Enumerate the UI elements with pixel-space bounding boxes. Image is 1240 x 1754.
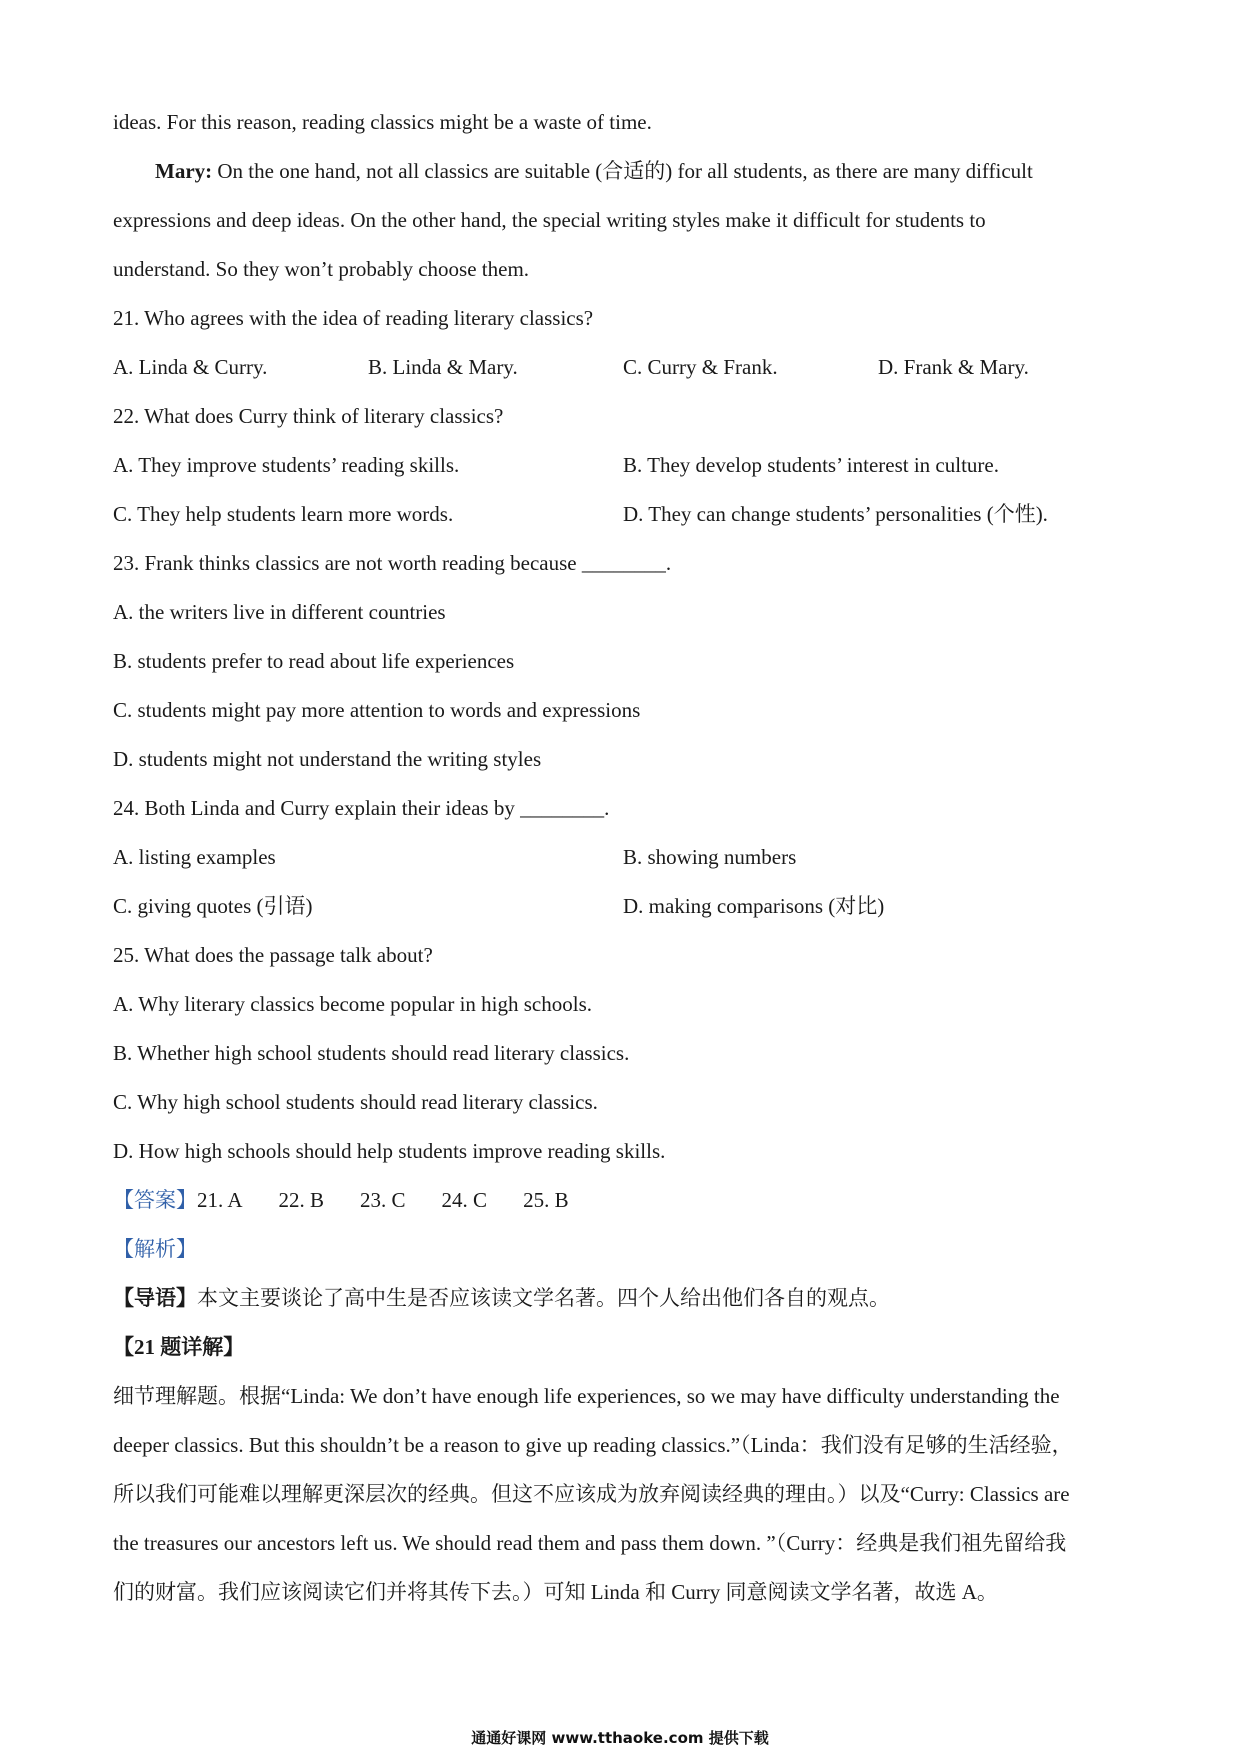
analysis-label: 【解析】: [113, 1237, 197, 1261]
page-footer: 通通好课网 www.tthaoke.com 提供下载: [471, 1729, 769, 1747]
page-content: [113, 98, 1133, 1617]
question-22-stem: 22. What does Curry think of literary classics?: [113, 404, 504, 428]
option-22-d: D. They can change students’ personalities (个性).: [623, 502, 1048, 526]
answer-item-25: 25. B: [523, 1188, 569, 1212]
question-24-options-row-1: [113, 833, 1133, 882]
question-21-options: [113, 343, 1133, 392]
guide-line: [113, 1274, 1133, 1323]
option-25-d: D. How high schools should help students improve reading skills.: [113, 1139, 666, 1163]
question-24-stem: 24. Both Linda and Curry explain their ideas by ________.: [113, 796, 610, 820]
detail-line-4: the treasures our ancestors left us. We should read them and pass them down. ”（Curry：经典是我们祖先留给我: [113, 1531, 1067, 1555]
passage-tail: ideas. For this reason, reading classics might be a waste of time.: [113, 110, 652, 134]
detail-line-3: 所以我们可能难以理解更深层次的经典。但这不应该成为放弃阅读经典的理由。）以及“Curry: Classics are: [113, 1482, 1070, 1506]
option-24-c: C. giving quotes (引语): [113, 894, 313, 918]
question-23-stem: 23. Frank thinks classics are not worth reading because ________.: [113, 551, 672, 575]
option-21-c: C. Curry & Frank.: [623, 355, 778, 379]
mary-paragraph-line-1: [113, 147, 1133, 196]
option-22-b: B. They develop students’ interest in culture.: [623, 453, 999, 477]
option-24-a: A. listing examples: [113, 845, 276, 869]
question-21-stem: 21. Who agrees with the idea of reading literary classics?: [113, 306, 594, 330]
option-22-c: C. They help students learn more words.: [113, 502, 454, 526]
answer-row: [113, 1176, 1133, 1225]
option-22-a: A. They improve students’ reading skills.: [113, 453, 460, 477]
option-24-d: D. making comparisons (对比): [623, 894, 885, 918]
mary-text-1: On the one hand, not all classics are suitable (合适的) for all students, as there are many difficult: [212, 159, 1033, 183]
mary-paragraph-line-2: expressions and deep ideas. On the other hand, the special writing styles make it difficult for students to: [113, 208, 986, 232]
option-25-a: A. Why literary classics become popular in high schools.: [113, 992, 593, 1016]
answer-item-24: 24. C: [441, 1188, 488, 1212]
option-23-c: C. students might pay more attention to words and expressions: [113, 698, 641, 722]
option-23-d: D. students might not understand the writing styles: [113, 747, 542, 771]
option-23-a: A. the writers live in different countries: [113, 600, 446, 624]
detail-line-5: 们的财富。我们应该阅读它们并将其传下去。）可知 Linda 和 Curry 同意阅读文学名著，故选 A。: [113, 1580, 998, 1604]
mary-speaker: Mary:: [155, 159, 213, 183]
option-25-c: C. Why high school students should read literary classics.: [113, 1090, 598, 1114]
option-21-a: A. Linda & Curry.: [113, 355, 268, 379]
question-25-stem: 25. What does the passage talk about?: [113, 943, 433, 967]
answer-label: 【答案】: [113, 1188, 197, 1212]
option-25-b: B. Whether high school students should read literary classics.: [113, 1041, 630, 1065]
detail-line-1: 细节理解题。根据“Linda: We don’t have enough life experiences, so we may have difficulty understanding the: [113, 1384, 1060, 1408]
question-22-options-row-2: [113, 490, 1133, 539]
option-21-b: B. Linda & Mary.: [368, 355, 518, 379]
question-24-options-row-2: [113, 882, 1133, 931]
option-21-d: D. Frank & Mary.: [878, 355, 1029, 379]
detail-label: 【21 题详解】: [113, 1335, 245, 1359]
guide-text: 本文主要谈论了高中生是否应该读文学名著。四个人给出他们各自的观点。: [197, 1286, 890, 1310]
guide-label: 【导语】: [113, 1286, 197, 1310]
detail-line-2: deeper classics. But this shouldn’t be a reason to give up reading classics.”（Linda：我们没有足够的生活经验，: [113, 1433, 1073, 1457]
option-24-b: B. showing numbers: [623, 845, 797, 869]
answer-item-23: 23. C: [360, 1188, 406, 1212]
mary-paragraph-line-3: understand. So they won’t probably choose them.: [113, 257, 530, 281]
answer-item-22: 22. B: [278, 1188, 325, 1212]
question-22-options-row-1: [113, 441, 1133, 490]
option-23-b: B. students prefer to read about life experiences: [113, 649, 515, 673]
answer-item-21: 21. A: [197, 1188, 243, 1212]
